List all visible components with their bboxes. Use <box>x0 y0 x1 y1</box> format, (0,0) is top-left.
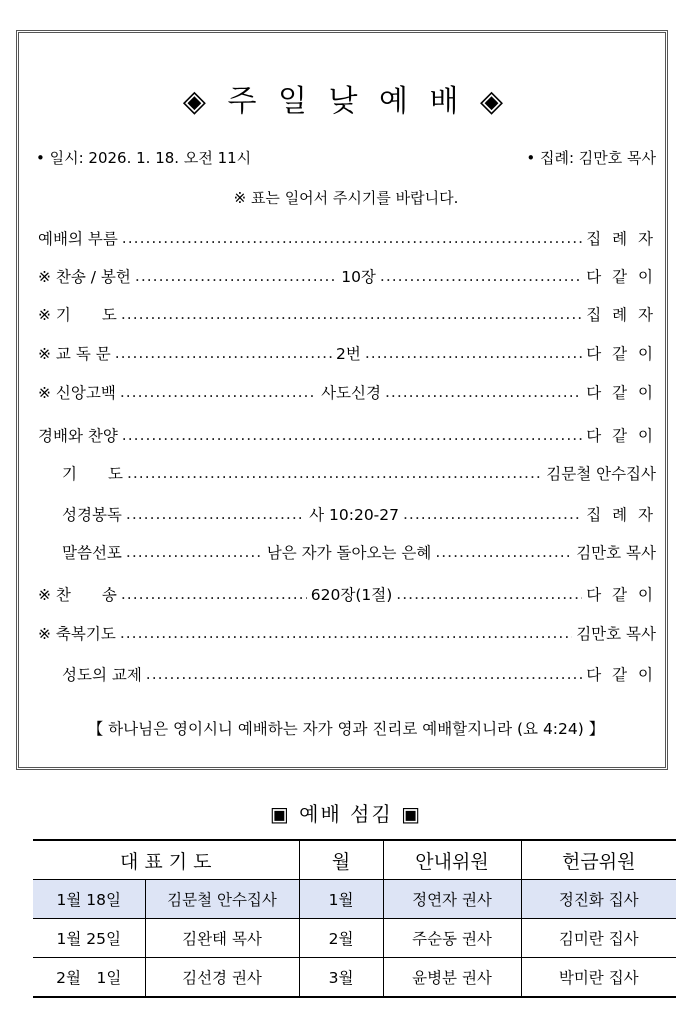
header-prayer: 대 표 기 도 <box>33 840 299 880</box>
order-item <box>38 423 656 447</box>
leader-dots <box>380 267 582 285</box>
leader-dots <box>385 383 582 401</box>
order-item <box>62 540 656 564</box>
duty-usher: 주순동 권사 <box>383 919 521 958</box>
duty-usher: 윤병분 권사 <box>383 958 521 998</box>
order-label: 성도의 교제 <box>62 666 142 684</box>
leader-dots <box>127 464 542 482</box>
order-item <box>62 662 656 686</box>
leader-dots <box>365 344 582 362</box>
duty-title: ▣ 예배 섬김 ▣ <box>269 802 423 826</box>
order-item <box>38 582 656 606</box>
header-month: 월 <box>299 840 383 880</box>
leader-dots <box>121 305 582 323</box>
leader-dots <box>403 505 582 523</box>
leader-dots <box>126 505 305 523</box>
order-who: 다 같 이 <box>586 384 656 402</box>
duty-offering: 박미란 집사 <box>521 958 676 998</box>
service-leader: • 집례: 김만호 목사 <box>526 149 656 167</box>
duty-row <box>33 880 676 919</box>
order-who: 다 같 이 <box>586 345 656 363</box>
order-who: 집 례 자 <box>586 230 656 248</box>
duty-month: 1월 <box>299 880 383 919</box>
order-label: ※ 기 도 <box>38 306 117 324</box>
order-label: 경배와 찬양 <box>38 427 118 445</box>
leader-dots <box>435 543 572 561</box>
duty-month: 2월 <box>299 919 383 958</box>
duty-row <box>33 958 676 998</box>
order-who: 집 례 자 <box>586 306 656 324</box>
duty-offering: 김미란 집사 <box>521 919 676 958</box>
service-title: ◈ 주 일 낮 예 배 ◈ <box>182 84 510 119</box>
duty-usher: 정연자 권사 <box>383 880 521 919</box>
order-label: ※ 찬 송 <box>38 586 117 604</box>
duty-date: 2월 1일 <box>33 958 145 998</box>
leader-dots <box>122 229 582 247</box>
order-label: ※ 신앙고백 <box>38 384 116 402</box>
order-who: 김문철 안수집사 <box>546 465 656 483</box>
duty-prayer: 김문철 안수집사 <box>145 880 299 919</box>
order-detail: 10장 <box>341 268 376 286</box>
order-who: 다 같 이 <box>586 427 656 445</box>
order-item <box>38 380 656 404</box>
leader-dots <box>120 383 317 401</box>
duty-date: 1월 25일 <box>33 919 145 958</box>
leader-dots <box>396 585 582 603</box>
order-who: 다 같 이 <box>586 666 656 684</box>
order-item <box>62 461 656 485</box>
duty-month: 3월 <box>299 958 383 998</box>
order-item <box>38 621 656 645</box>
duty-prayer: 김완태 목사 <box>145 919 299 958</box>
order-who: 김만호 목사 <box>576 625 656 643</box>
order-item <box>62 502 656 526</box>
leader-dots <box>122 426 582 444</box>
standing-notice: ※ 표는 일어서 주시기를 바랍니다. <box>233 189 459 207</box>
leader-dots <box>121 585 307 603</box>
leader-dots <box>126 543 263 561</box>
service-datetime: • 일시: 2026. 1. 18. 오전 11시 <box>36 149 252 167</box>
leader-dots <box>135 267 337 285</box>
order-label: ※ 찬송 / 봉헌 <box>38 268 131 286</box>
order-item <box>38 341 656 365</box>
sermon-title: 남은 자가 돌아오는 은혜 <box>266 544 432 562</box>
order-item <box>38 302 656 326</box>
leader-dots <box>115 344 332 362</box>
order-detail: 사 10:20-27 <box>309 506 399 524</box>
order-label: 기 도 <box>62 465 123 483</box>
order-item <box>38 264 656 288</box>
order-who: 집 례 자 <box>586 506 656 524</box>
duty-header-row <box>33 840 676 880</box>
order-label: 말씀선포 <box>62 544 122 562</box>
order-who: 다 같 이 <box>586 268 656 286</box>
order-label: ※ 축복기도 <box>38 625 116 643</box>
order-detail: 사도신경 <box>321 384 381 402</box>
duty-prayer: 김선경 권사 <box>145 958 299 998</box>
order-detail: 620장(1절) <box>310 586 393 604</box>
order-detail: 2번 <box>336 345 361 363</box>
order-who: 김만호 목사 <box>576 544 656 562</box>
order-who: 다 같 이 <box>586 586 656 604</box>
order-label: 예배의 부름 <box>38 230 118 248</box>
header-usher: 안내위원 <box>383 840 521 880</box>
duty-row <box>33 919 676 958</box>
duty-table <box>33 839 676 998</box>
leader-dots <box>120 624 572 642</box>
duty-date: 1월 18일 <box>33 880 145 919</box>
header-offering: 헌금위원 <box>521 840 676 880</box>
order-label: 성경봉독 <box>62 506 122 524</box>
bible-verse: 【 하나님은 영이시니 예배하는 자가 영과 진리로 예배할지니라 (요 4:24) 】 <box>87 720 605 738</box>
order-item <box>38 226 656 250</box>
order-label: ※ 교 독 문 <box>38 345 111 363</box>
leader-dots <box>146 665 582 683</box>
duty-offering: 정진화 집사 <box>521 880 676 919</box>
